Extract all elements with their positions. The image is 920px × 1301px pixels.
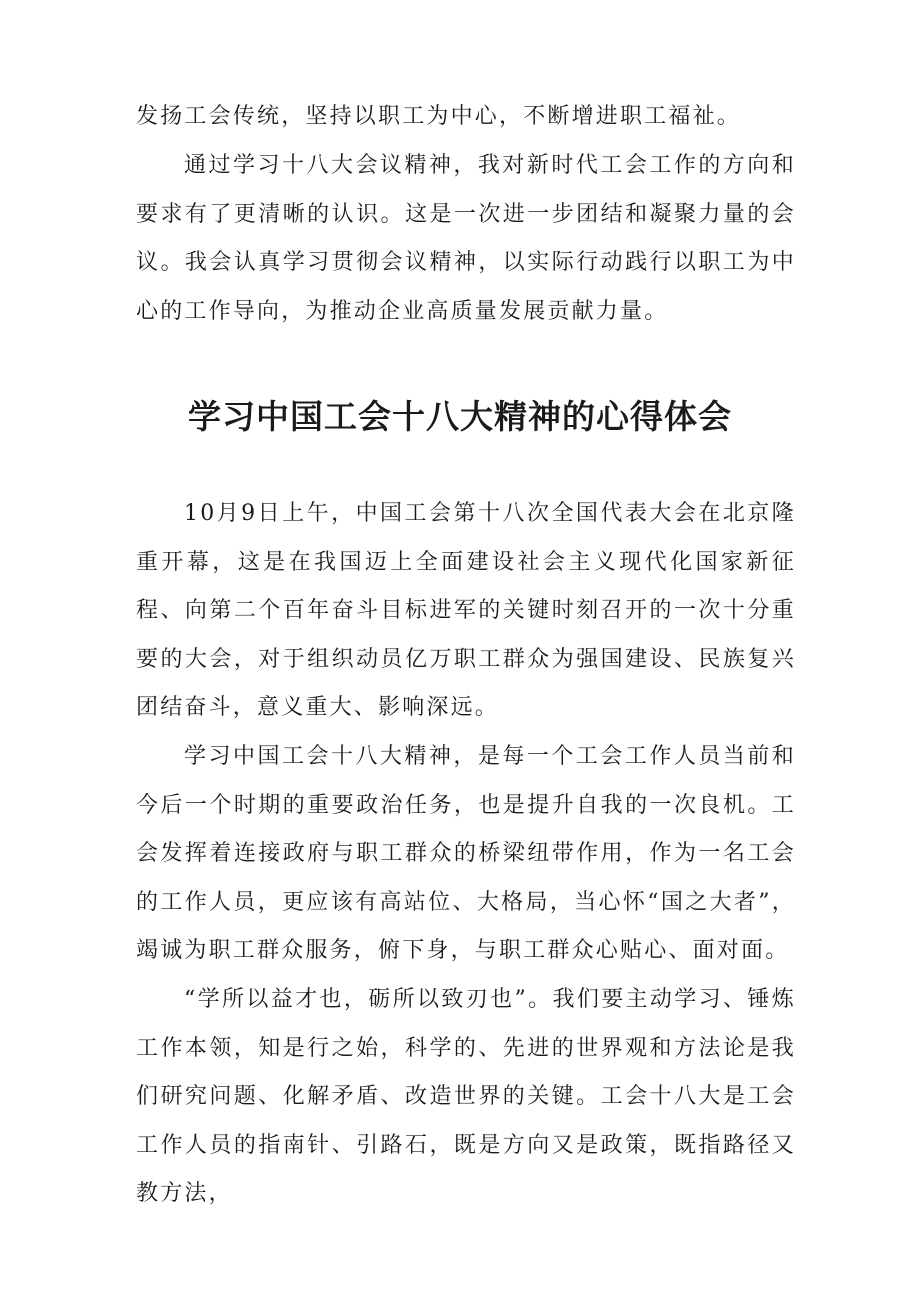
intro-paragraph-continuation: 发扬工会传统，坚持以职工为中心，不断增进职工福祉。 (136, 104, 742, 129)
body-paragraph-3: “学所以益才也，砺所以致刃也”。我们要主动学习、锤炼工作本领，知是行之始，科学的、先进的世界观和方法论是我们研究问题、化解矛盾、改造世界的关键。工会十八大是工会工作人员的指南针、引路石，既是方向又是政策，既指路径又教方法， (136, 987, 796, 1206)
body-paragraph-1: 10月9日上午，中国工会第十八次全国代表大会在北京隆重开幕，这是在我国迈上全面建设社会主义现代化国家新征程、向第二个百年奋斗目标进军的关键时刻召开的一次十分重要的大会，对于组织动员亿万职工群众为强国建设、民族复兴团结奋斗，意义重大、影响深远。 (136, 501, 796, 720)
body-paragraph-2: 学习中国工会十八大精神，是每一个工会工作人员当前和今后一个时期的重要政治任务，也是提升自我的一次良机。工会发挥着连接政府与职工群众的桥梁纽带作用，作为一名工会的工作人员，更应该有高站位、大格局，当心怀“国之大者”，竭诚为职工群众服务，俯下身，与职工群众心贴心、面对面。 (136, 744, 796, 963)
intro-paragraph: 通过学习十八大会议精神，我对新时代工会工作的方向和要求有了更清晰的认识。这是一次进一步团结和凝聚力量的会议。我会认真学习贯彻会议精神，以实际行动践行以职工为中心的工作导向，为推动企业高质量发展贡献力量。 (136, 153, 796, 324)
document-title: 学习中国工会十八大精神的心得体会 (188, 397, 732, 436)
